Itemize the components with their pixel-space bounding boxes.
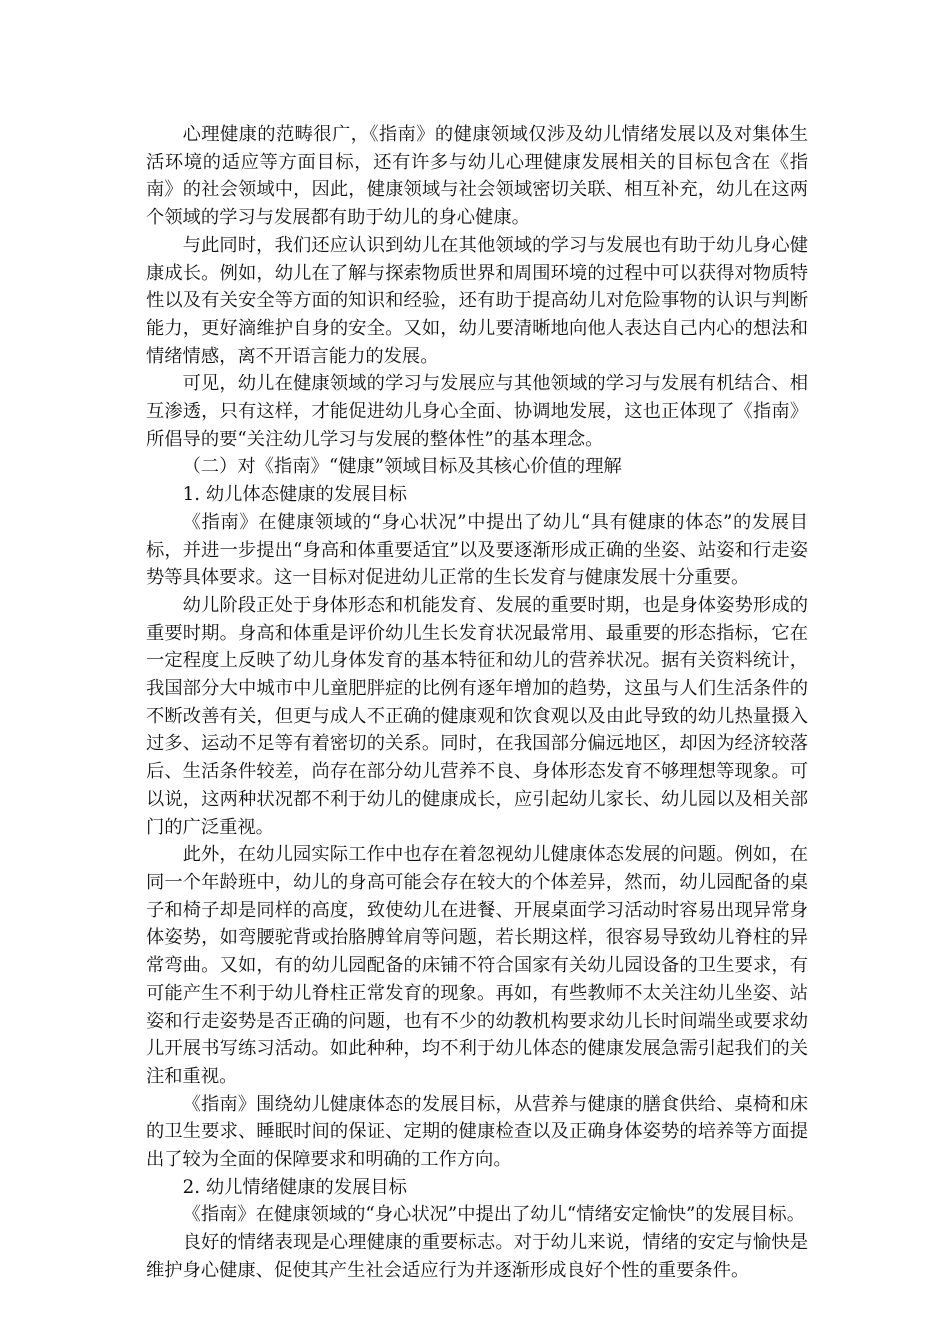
document-body [146, 121, 808, 1285]
paragraph: 良好的情绪表现是心理健康的重要标志。对于幼儿来说，情绪的安定与愉快是维护身心健康、促使其产生社会适应行为并逐渐形成良好个性的重要条件。 [146, 1232, 808, 1281]
paragraph: 心理健康的范畴很广，《指南》的健康领域仅涉及幼儿情绪发展以及对集体生活环境的适应等方面目标，还有许多与幼儿心理健康发展相关的目标包含在《指南》的社会领域中，因此，健康领域与社会领域密切关联、相互补充，幼儿在这两个领域的学习与发展都有助于幼儿的身心健康。 [146, 124, 808, 229]
paragraph: 此外，在幼儿园实际工作中也存在着忽视幼儿健康体态发展的问题。例如，在同一个年龄班中，幼儿的身高可能会存在较大的个体差异，然而，幼儿园配备的桌子和椅子却是同样的高度，致使幼儿在进餐、开展桌面学习活动时容易出现异常身体姿势，如弯腰驼背或抬胳膊耸肩等问题，若长期这样，很容易导致幼儿脊柱的异常弯曲。又如，有的幼儿园配备的床铺不符合国家有关幼儿园设备的卫生要求，有可能产生不利于幼儿脊柱正常发育的现象。再如，有些教师不太关注幼儿坐姿、站姿和行走姿势是否正确的问题，也有不少的幼教机构要求幼儿长时间端坐或要求幼儿开展书写练习活动。如此种种，均不利于幼儿体态的健康发展急需引起我们的关注和重视。 [146, 844, 808, 1087]
paragraph: 《指南》围绕幼儿健康体态的发展目标，从营养与健康的膳食供给、桌椅和床的卫生要求、睡眠时间的保证、定期的健康检查以及正确身体姿势的培养等方面提出了较为全面的保障要求和明确的工作方向。 [146, 1093, 808, 1171]
section-heading: （二）对《指南》“健康”领域目标及其核心价值的理解 [182, 456, 622, 478]
paragraph: 幼儿阶段正处于身体形态和机能发育、发展的重要时期，也是身体姿势形成的重要时期。身高和体重是评价幼儿生长发育状况最常用、最重要的形态指标，它在一定程度上反映了幼儿身体发育的基本特征和幼儿的营养状况。据有关资料统计，我国部分大中城市中儿童肥胖症的比例有逐年增加的趋势，这虽与人们生活条件的不断改善有关，但更与成人不正确的健康观和饮食观以及由此导致的幼儿热量摄入过多、运动不足等有着密切的关系。同时，在我国部分偏远地区，却因为经济较落后、生活条件较差，尚存在部分幼儿营养不良、身体形态发育不够理想等现象。可以说，这两种状况都不利于幼儿的健康成长，应引起幼儿家长、幼儿园以及相关部门的广泛重视。 [146, 594, 808, 838]
paragraph: 与此同时，我们还应认识到幼儿在其他领域的学习与发展也有助于幼儿身心健康成长。例如，幼儿在了解与探索物质世界和周围环境的过程中可以获得对物质特性以及有关安全等方面的知识和经验，还有助于提高幼儿对危险事物的认识与判断能力，更好滴维护自身的安全。又如，幼儿要清晰地向他人表达自己内心的想法和情绪情感，离不开语言能力的发展。 [146, 234, 808, 367]
paragraph: 《指南》在健康领域的“身心状况”中提出了幼儿“具有健康的体态”的发展目标，并进一步提出“身高和体重要适宜”以及要逐渐形成正确的坐姿、站姿和行走姿势等具体要求。这一目标对促进幼儿正常的生长发育与健康发展十分重要。 [146, 511, 808, 589]
subsection-heading: 2. 幼儿情绪健康的发展目标 [182, 1176, 407, 1198]
subsection-heading: 1. 幼儿体态健康的发展目标 [182, 484, 407, 506]
paragraph: 可见，幼儿在健康领域的学习与发展应与其他领域的学习与发展有机结合、相互渗透，只有这样，才能促进幼儿身心全面、协调地发展，这也正体现了《指南》所倡导的要“关注幼儿学习与发展的整体性”的基本理念。 [146, 373, 808, 450]
paragraph: 《指南》在健康领域的“身心状况”中提出了幼儿“情绪安定愉快”的发展目标。 [182, 1204, 805, 1226]
